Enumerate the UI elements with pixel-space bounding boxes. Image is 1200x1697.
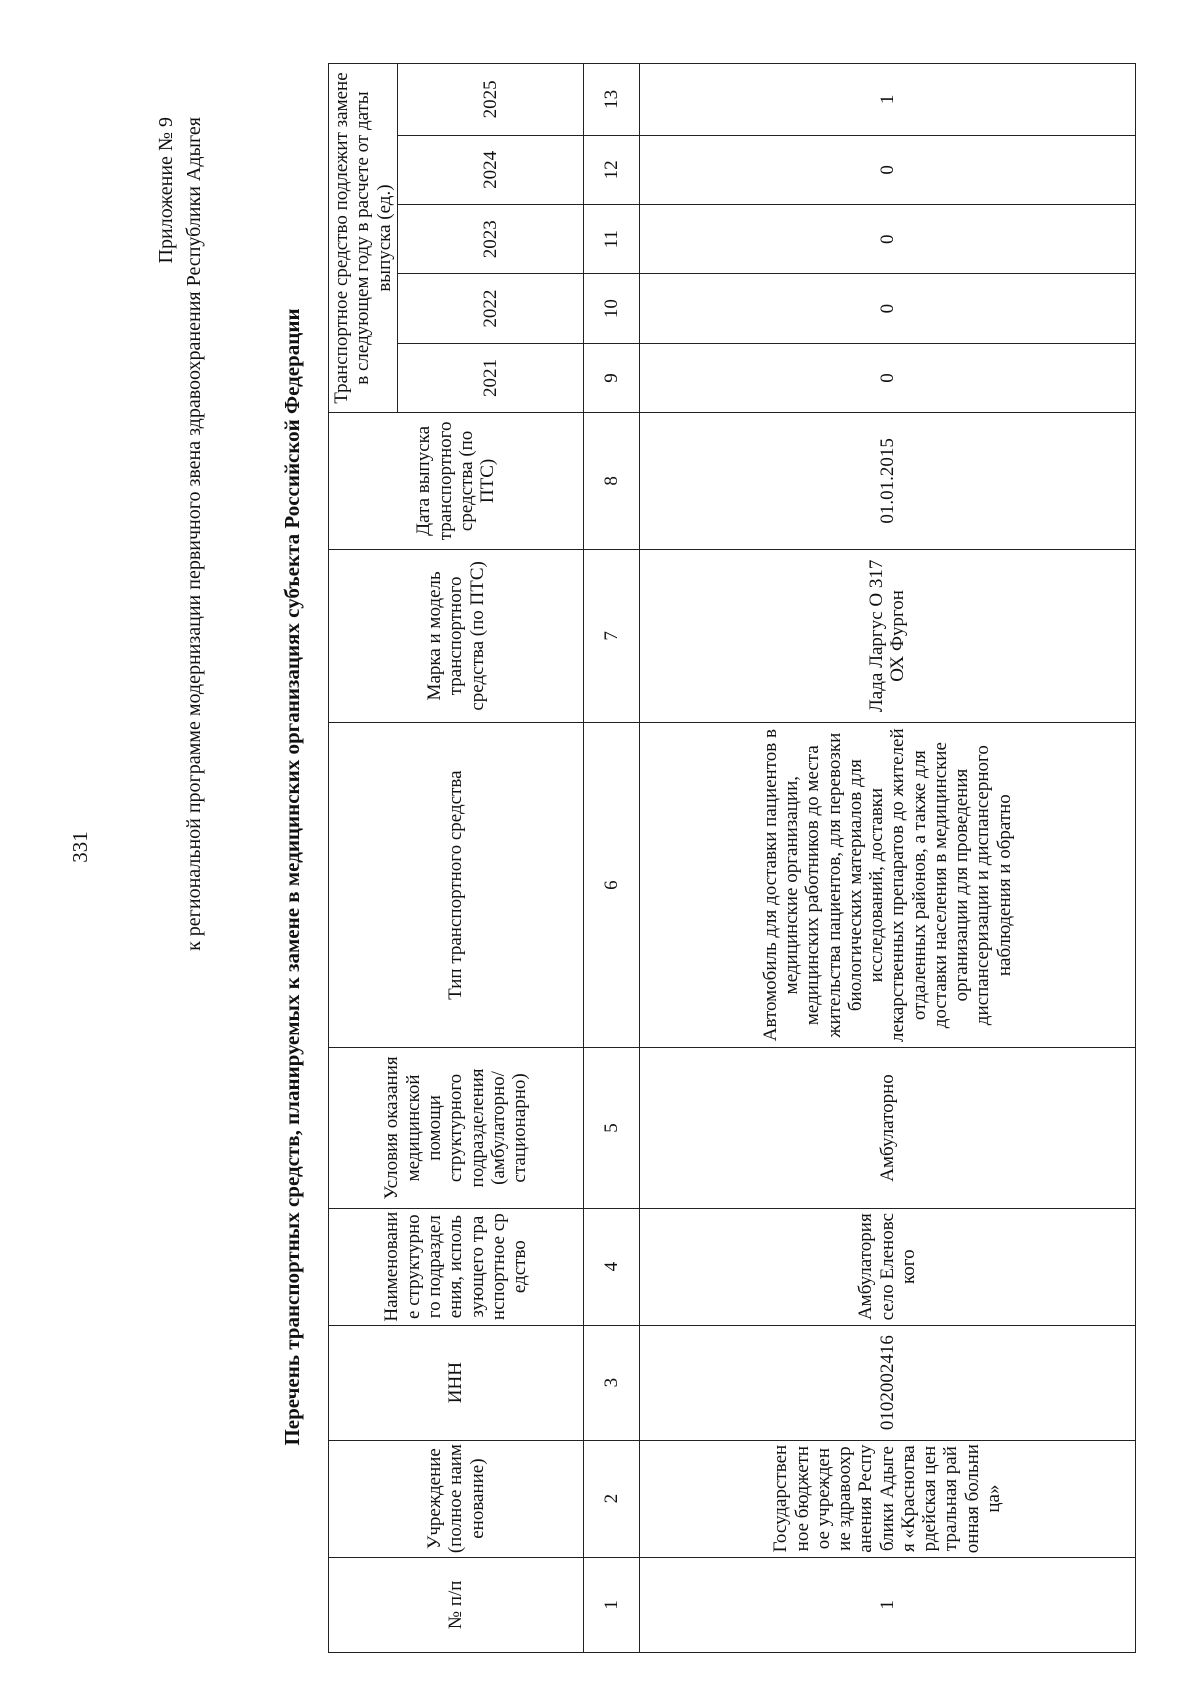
header-make-model: Марка и модель транспортного средства (по ПТС) <box>329 549 584 722</box>
column-number: 2 <box>583 1440 639 1557</box>
column-number: 6 <box>583 723 639 1048</box>
cell-replacement: 0 <box>639 135 1135 204</box>
cell-replacement: 1 <box>639 64 1135 136</box>
header-year: 2024 <box>397 135 583 204</box>
header-year: 2021 <box>397 343 583 412</box>
header-year: 2022 <box>397 274 583 343</box>
header-release-date: Дата выпуска транспортного средства (по ПТС) <box>329 413 584 550</box>
column-number: 3 <box>583 1325 639 1440</box>
cell-institution: Государственное бюджетное учреждение здравоохранения Республики Адыгея «Красногвардейская центральная районная больница» <box>639 1440 1135 1557</box>
appendix-title: Приложение № 9 <box>155 117 177 264</box>
cell-inn: 0102002416 <box>639 1325 1135 1440</box>
header-num: № п/п <box>329 1557 584 1652</box>
cell-replacement: 0 <box>639 343 1135 412</box>
vehicles-table <box>328 63 1136 1653</box>
header-institution: Учреждение (полное наименование) <box>329 1440 584 1557</box>
header-year: 2025 <box>397 64 583 136</box>
page-number: 331 <box>68 831 92 863</box>
column-number: 13 <box>583 64 639 136</box>
cell-release-date: 01.01.2015 <box>639 413 1135 550</box>
appendix-subtitle: к региональной программе модернизации первичного звена здравоохранения Республики Адыгея <box>183 117 205 951</box>
column-number: 10 <box>583 274 639 343</box>
column-number: 8 <box>583 413 639 550</box>
column-numbers-row <box>583 64 639 1653</box>
column-number: 11 <box>583 205 639 274</box>
column-number: 5 <box>583 1048 639 1208</box>
header-row <box>329 64 398 1653</box>
cell-conditions: Амбулаторно <box>639 1048 1135 1208</box>
column-number: 12 <box>583 135 639 204</box>
column-number: 1 <box>583 1557 639 1652</box>
cell-replacement: 0 <box>639 274 1135 343</box>
column-number: 7 <box>583 549 639 722</box>
header-inn: ИНН <box>329 1325 584 1440</box>
cell-num: 1 <box>639 1557 1135 1652</box>
cell-make-model: Лада Ларгус О 317 ОХ Фургон <box>639 549 1135 722</box>
cell-replacement: 0 <box>639 205 1135 274</box>
header-subdivision: Наименование структурного подразделения, использующего транспортное средство <box>329 1208 584 1325</box>
header-conditions: Условия оказания медицинской помощи структурного подразделения (амбулаторно/ стационарно) <box>329 1048 584 1208</box>
column-number: 4 <box>583 1208 639 1325</box>
cell-vehicle-type: Автомобиль для доставки пациентов в медицинские организации, медицинских работников до места жительства пациентов, для перевозки биологических материалов для исследований, доставки лекарственных препаратов до жителей отдаленных районов, а также для доставки населения в медицинские организации для проведения диспансеризации и диспансерного наблюдения и обратно <box>639 723 1135 1048</box>
column-number: 9 <box>583 343 639 412</box>
document-title: Перечень транспортных средств, планируемых к замене в медицинских организациях субъекта Российской Федерации <box>280 308 304 1446</box>
header-year: 2023 <box>397 205 583 274</box>
cell-subdivision: Амбулатория село Еленовского <box>639 1208 1135 1325</box>
table-row <box>639 64 1135 1653</box>
header-vehicle-type: Тип транспортного средства <box>329 723 584 1048</box>
header-replacement-group: Транспортное средство подлежит замене в следующем году в расчете от даты выпуска (ед.) <box>329 64 398 413</box>
